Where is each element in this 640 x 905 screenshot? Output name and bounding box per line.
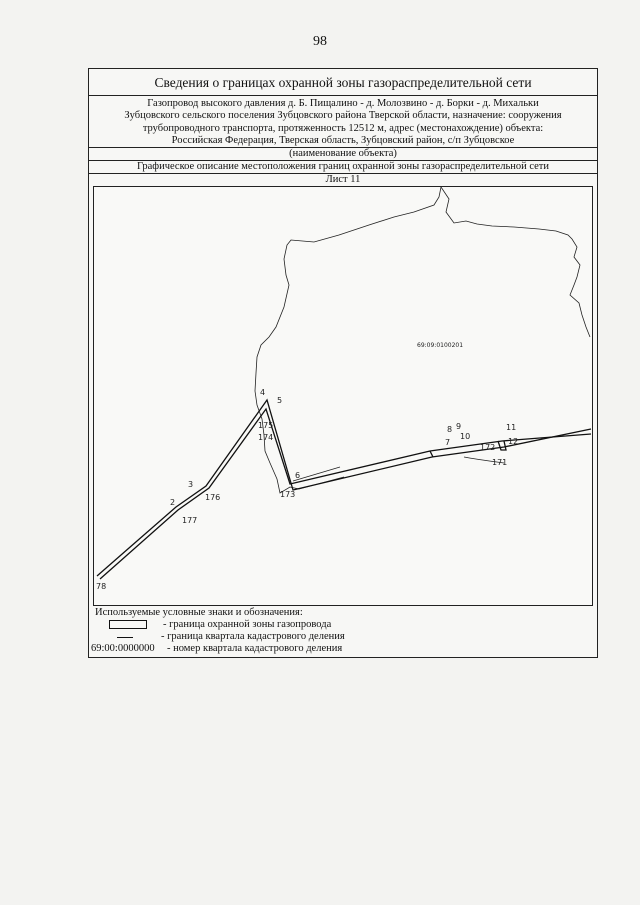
point-label: 8 <box>447 425 453 434</box>
object-description <box>89 96 597 148</box>
cadastral-map <box>93 186 593 606</box>
point-label: 11 <box>506 423 517 432</box>
legend-title: Используемые условные знаки и обозначения: <box>95 607 303 618</box>
quarter-boundary-line <box>441 187 590 337</box>
graphic-caption: Графическое описание местоположения границ охранной зоны газораспределительной сети <box>89 161 597 174</box>
point-label: 175 <box>258 421 274 430</box>
description-line: Зубцовского сельского поселения Зубцовского района Тверской области, назначение: сооружения <box>124 110 562 122</box>
map-drawing <box>94 187 592 605</box>
legend-item-text: - номер квартала кадастрового деления <box>167 643 343 654</box>
legend-item-text: - граница квартала кадастрового деления <box>161 631 345 642</box>
description-line: трубопроводного транспорта, протяженность 12512 м, адрес (местонахождение) объекта: <box>142 122 544 134</box>
quarter-boundary-line <box>255 187 441 493</box>
point-label: 173 <box>280 490 296 499</box>
page-number: 98 <box>313 34 327 49</box>
point-label: 12 <box>508 437 519 446</box>
point-label: 172 <box>480 443 496 452</box>
description-line: Российская Федерация, Тверская область, Зубцовский район, с/п Зубцовское <box>171 135 515 147</box>
legend <box>89 607 597 655</box>
legend-item <box>89 643 597 655</box>
point-label: 171 <box>492 458 508 467</box>
pipeline-protection-zone <box>97 400 591 579</box>
legend-item <box>89 619 597 631</box>
quarter-boundary-symbol <box>117 637 133 638</box>
point-label: 174 <box>258 433 274 442</box>
legend-code-example: 69:00:0000000 <box>91 643 155 654</box>
point-label: 7 <box>445 438 451 447</box>
point-label: 5 <box>277 396 283 405</box>
legend-item-text: - граница охранной зоны газопровода <box>163 619 332 630</box>
quarter-boundary-line <box>293 467 344 489</box>
protection-zone-symbol <box>109 620 147 629</box>
object-name-caption: (наименование объекта) <box>89 148 597 161</box>
point-label: 6 <box>295 471 301 480</box>
legend-item <box>89 631 597 643</box>
point-label: 176 <box>205 493 221 502</box>
document-frame <box>88 68 598 658</box>
description-line: Газопровод высокого давления д. Б. Пищалино - д. Молозвино - д. Борки - д. Михальки <box>147 98 539 109</box>
point-label: 2 <box>170 498 176 507</box>
point-label: 4 <box>260 388 266 397</box>
point-label: 78 <box>96 582 107 591</box>
point-label: 9 <box>456 422 462 431</box>
document-title: Сведения о границах охранной зоны газораспределительной сети <box>89 69 597 96</box>
point-label: 177 <box>182 516 198 525</box>
point-label: 10 <box>460 432 471 441</box>
sheet-number: Лист 11 <box>325 174 361 185</box>
cadastral-quarter-number: 69:09:0100201 <box>417 342 464 349</box>
point-label: 3 <box>188 480 194 489</box>
